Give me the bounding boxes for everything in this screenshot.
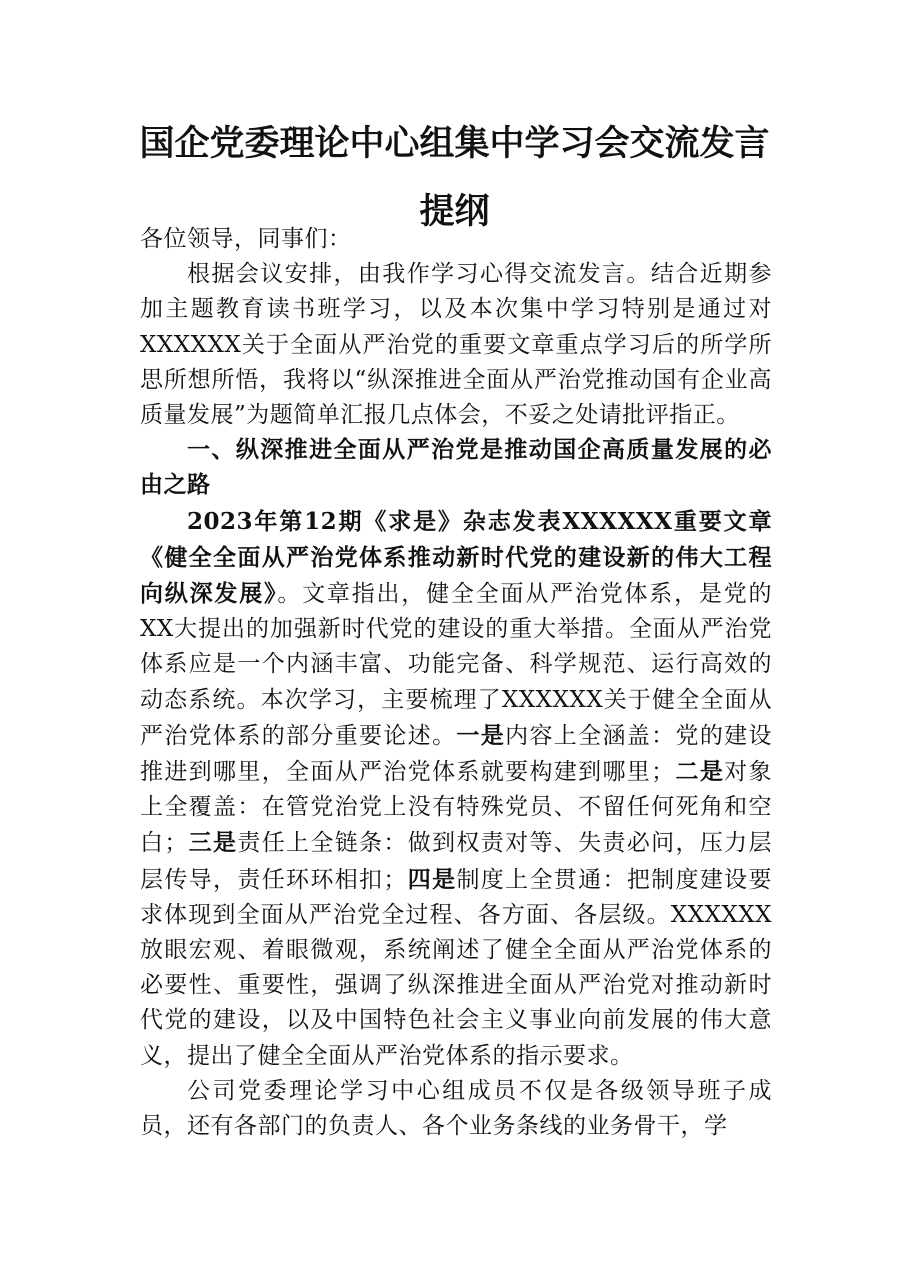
paragraph-text: 内容上全涵盖：党的建设推进到哪里，全面从严治党体系就要构建到哪里； [140,722,773,786]
paragraph-text: 对象上全覆盖：在管党治党上没有特殊党员、不留任何死角和空白； [140,759,773,857]
salutation: 各位领导，同事们： [140,226,352,252]
section-heading-1: 一、纵深推进全面从严治党是推动国企高质量发展的必由之路 [140,437,772,499]
paragraph-qiushi [140,504,772,1074]
paragraph-text: 制度上全贯通：把制度建设要求体现到全面从严治党全过程、各方面、各层级。XXXXXX放眼宏观、着眼微观，系统阐述了健全全面从严治党体系的必要性、重要性，强调了纵深推进全面从严治党对推动新时代党的建设，以及中国特色社会主义事业向前发展的伟大意义，提出了健全全面从严治党体系的指示要求。 [140,866,773,1069]
paragraph-text: 责任上全链条：做到权责对等、失责必问，压力层层传导，责任环环相扣； [140,830,773,893]
paragraph-intro: 根据会议安排，由我作学习心得交流发言。结合近期参加主题教育读书班学习，以及本次集中学习特别是通过对XXXXXX关于全面从严治党的重要文章重点学习后的所学所思所想所悟，我将以“纵深推进全面从严治党推动国有企业高质量发展”为题简单汇报几点体会，不妥之处请批评指正。 [140,261,772,429]
document-title-line1: 国企党委理论中心组集中学习会交流发言 [139,123,770,164]
article-reference: 2023年第12期《求是》杂志发表XXXXXX重要文章《健全全面从严治党体系推动新时代党的建设新的伟大工程向纵深发展》 [140,507,772,608]
point-marker-3: 三是 [187,829,238,857]
paragraph-study-group: 公司党委理论学习中心组成员不仅是各级领导班子成员，还有各部门的负责人、各个业务条线的业务骨干，学 [140,1077,772,1140]
point-marker-1: 一是 [456,721,506,749]
document-body [140,222,772,1144]
paragraph-text: 。文章指出，健全全面从严治党体系，是党的XX大提出的加强新时代党的建设的重大举措。全面从严治党体系应是一个内涵丰富、功能完备、科学规范、运行高效的动态系统。本次学习，主要梳理了XXXXXX关于健全全面从严治党体系的部分重要论述。 [140,581,773,749]
document-title-line2: 提纲 [419,191,490,232]
point-marker-4: 四是 [406,865,457,893]
point-marker-2: 二是 [674,758,725,786]
